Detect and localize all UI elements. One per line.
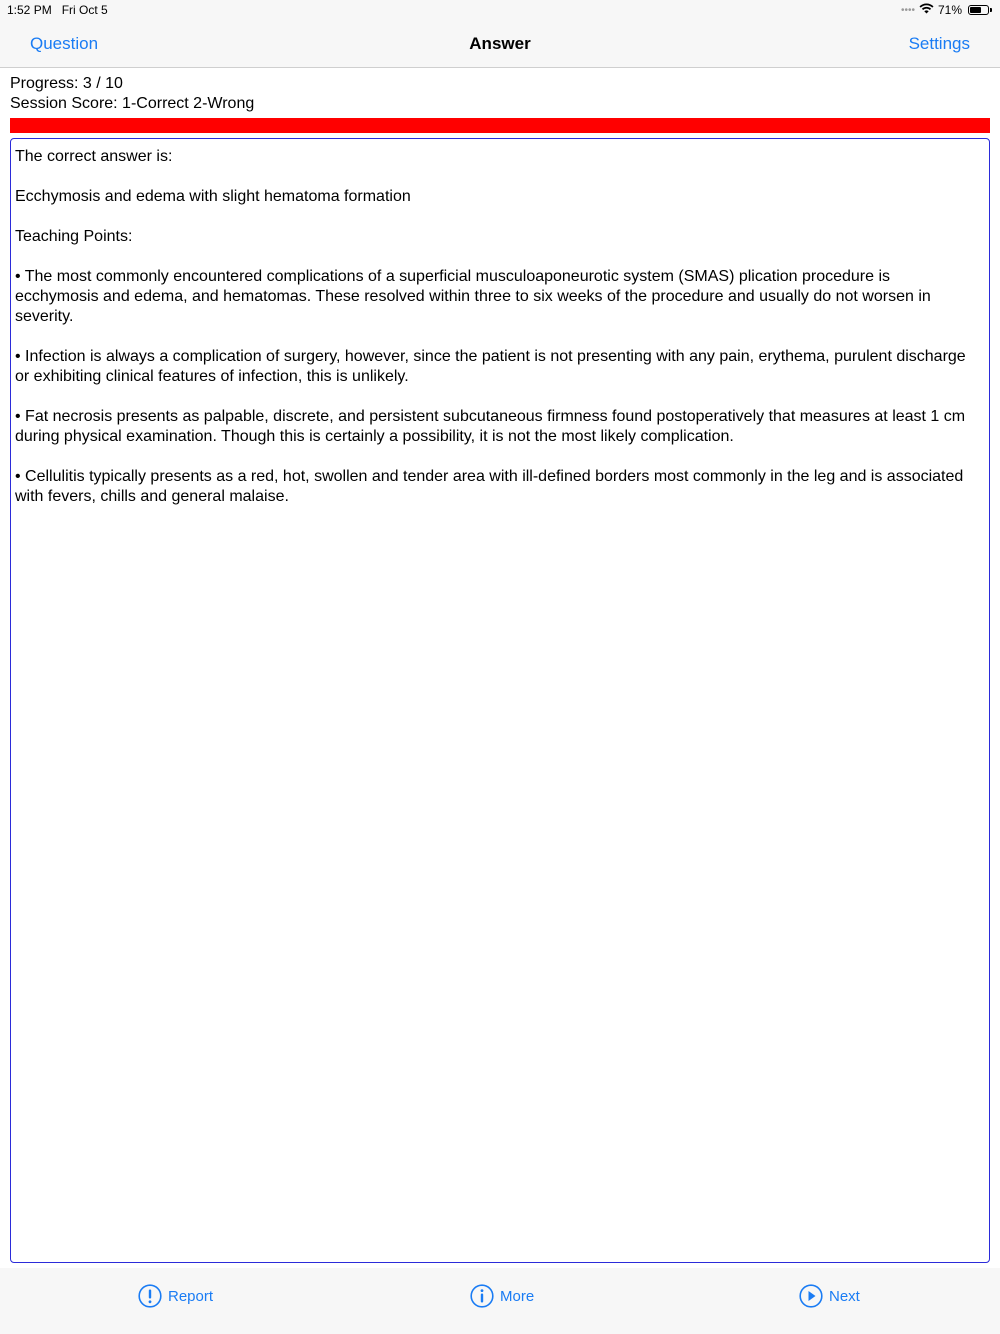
teaching-points-heading: Teaching Points: bbox=[15, 228, 133, 245]
status-indicators bbox=[901, 3, 992, 17]
session-info bbox=[10, 74, 254, 114]
exclamation-circle-icon bbox=[138, 1284, 162, 1308]
report-button[interactable] bbox=[138, 1284, 213, 1308]
progress-text: Progress: 3 / 10 bbox=[10, 75, 123, 92]
play-circle-icon bbox=[799, 1284, 823, 1308]
cellular-signal-icon: •••• bbox=[900, 5, 915, 16]
info-circle-icon bbox=[470, 1284, 494, 1308]
next-label: Next bbox=[829, 1287, 860, 1305]
score-progress-bar bbox=[10, 118, 990, 133]
wifi-icon bbox=[919, 3, 934, 17]
teaching-point: • Fat necrosis presents as palpable, discrete, and persistent subcutaneous firmness found postoperatively that measures at least 1 cm during physical examination. Though this is certainly a possibility, it is not the most likely complication. bbox=[15, 408, 966, 445]
answer-intro: The correct answer is: bbox=[15, 148, 173, 165]
settings-button[interactable]: Settings bbox=[908, 34, 970, 53]
correct-answer: Ecchymosis and edema with slight hematoma formation bbox=[15, 188, 411, 205]
page-title: Answer bbox=[469, 34, 531, 53]
status-time-date bbox=[7, 3, 108, 17]
status-date: Fri Oct 5 bbox=[61, 3, 108, 17]
teaching-point: • The most commonly encountered complications of a superficial musculoaponeurotic system (SMAS) plication procedure is ecchymosis and edema, and hematomas. These resolved within three to six weeks of the procedure and usually do not worsen in severity. bbox=[15, 268, 931, 325]
battery-cap bbox=[990, 8, 992, 12]
battery-icon bbox=[968, 5, 989, 15]
battery-percent: 71% bbox=[937, 3, 962, 17]
teaching-point: • Infection is always a complication of surgery, however, since the patient is not presenting with any pain, erythema, purulent discharge or exhibiting clinical features of infection, this is unlikely. bbox=[15, 348, 966, 385]
more-button[interactable] bbox=[470, 1284, 534, 1308]
status-bar bbox=[0, 0, 1000, 22]
session-score-text: Session Score: 1-Correct 2-Wrong bbox=[10, 95, 255, 112]
report-label: Report bbox=[168, 1287, 214, 1305]
status-time: 1:52 PM bbox=[7, 3, 52, 17]
answer-panel[interactable] bbox=[10, 138, 990, 1263]
battery-fill bbox=[970, 7, 981, 13]
bottom-toolbar bbox=[0, 1268, 1000, 1334]
score-progress-fill bbox=[10, 118, 990, 133]
teaching-point: • Cellulitis typically presents as a red, hot, swollen and tender area with ill-defined borders most commonly in the leg and is associated with fevers, chills and general malaise. bbox=[15, 468, 964, 505]
question-button[interactable]: Question bbox=[30, 34, 99, 53]
navigation-bar bbox=[0, 22, 1000, 68]
next-button[interactable] bbox=[799, 1284, 860, 1308]
more-label: More bbox=[500, 1287, 535, 1305]
